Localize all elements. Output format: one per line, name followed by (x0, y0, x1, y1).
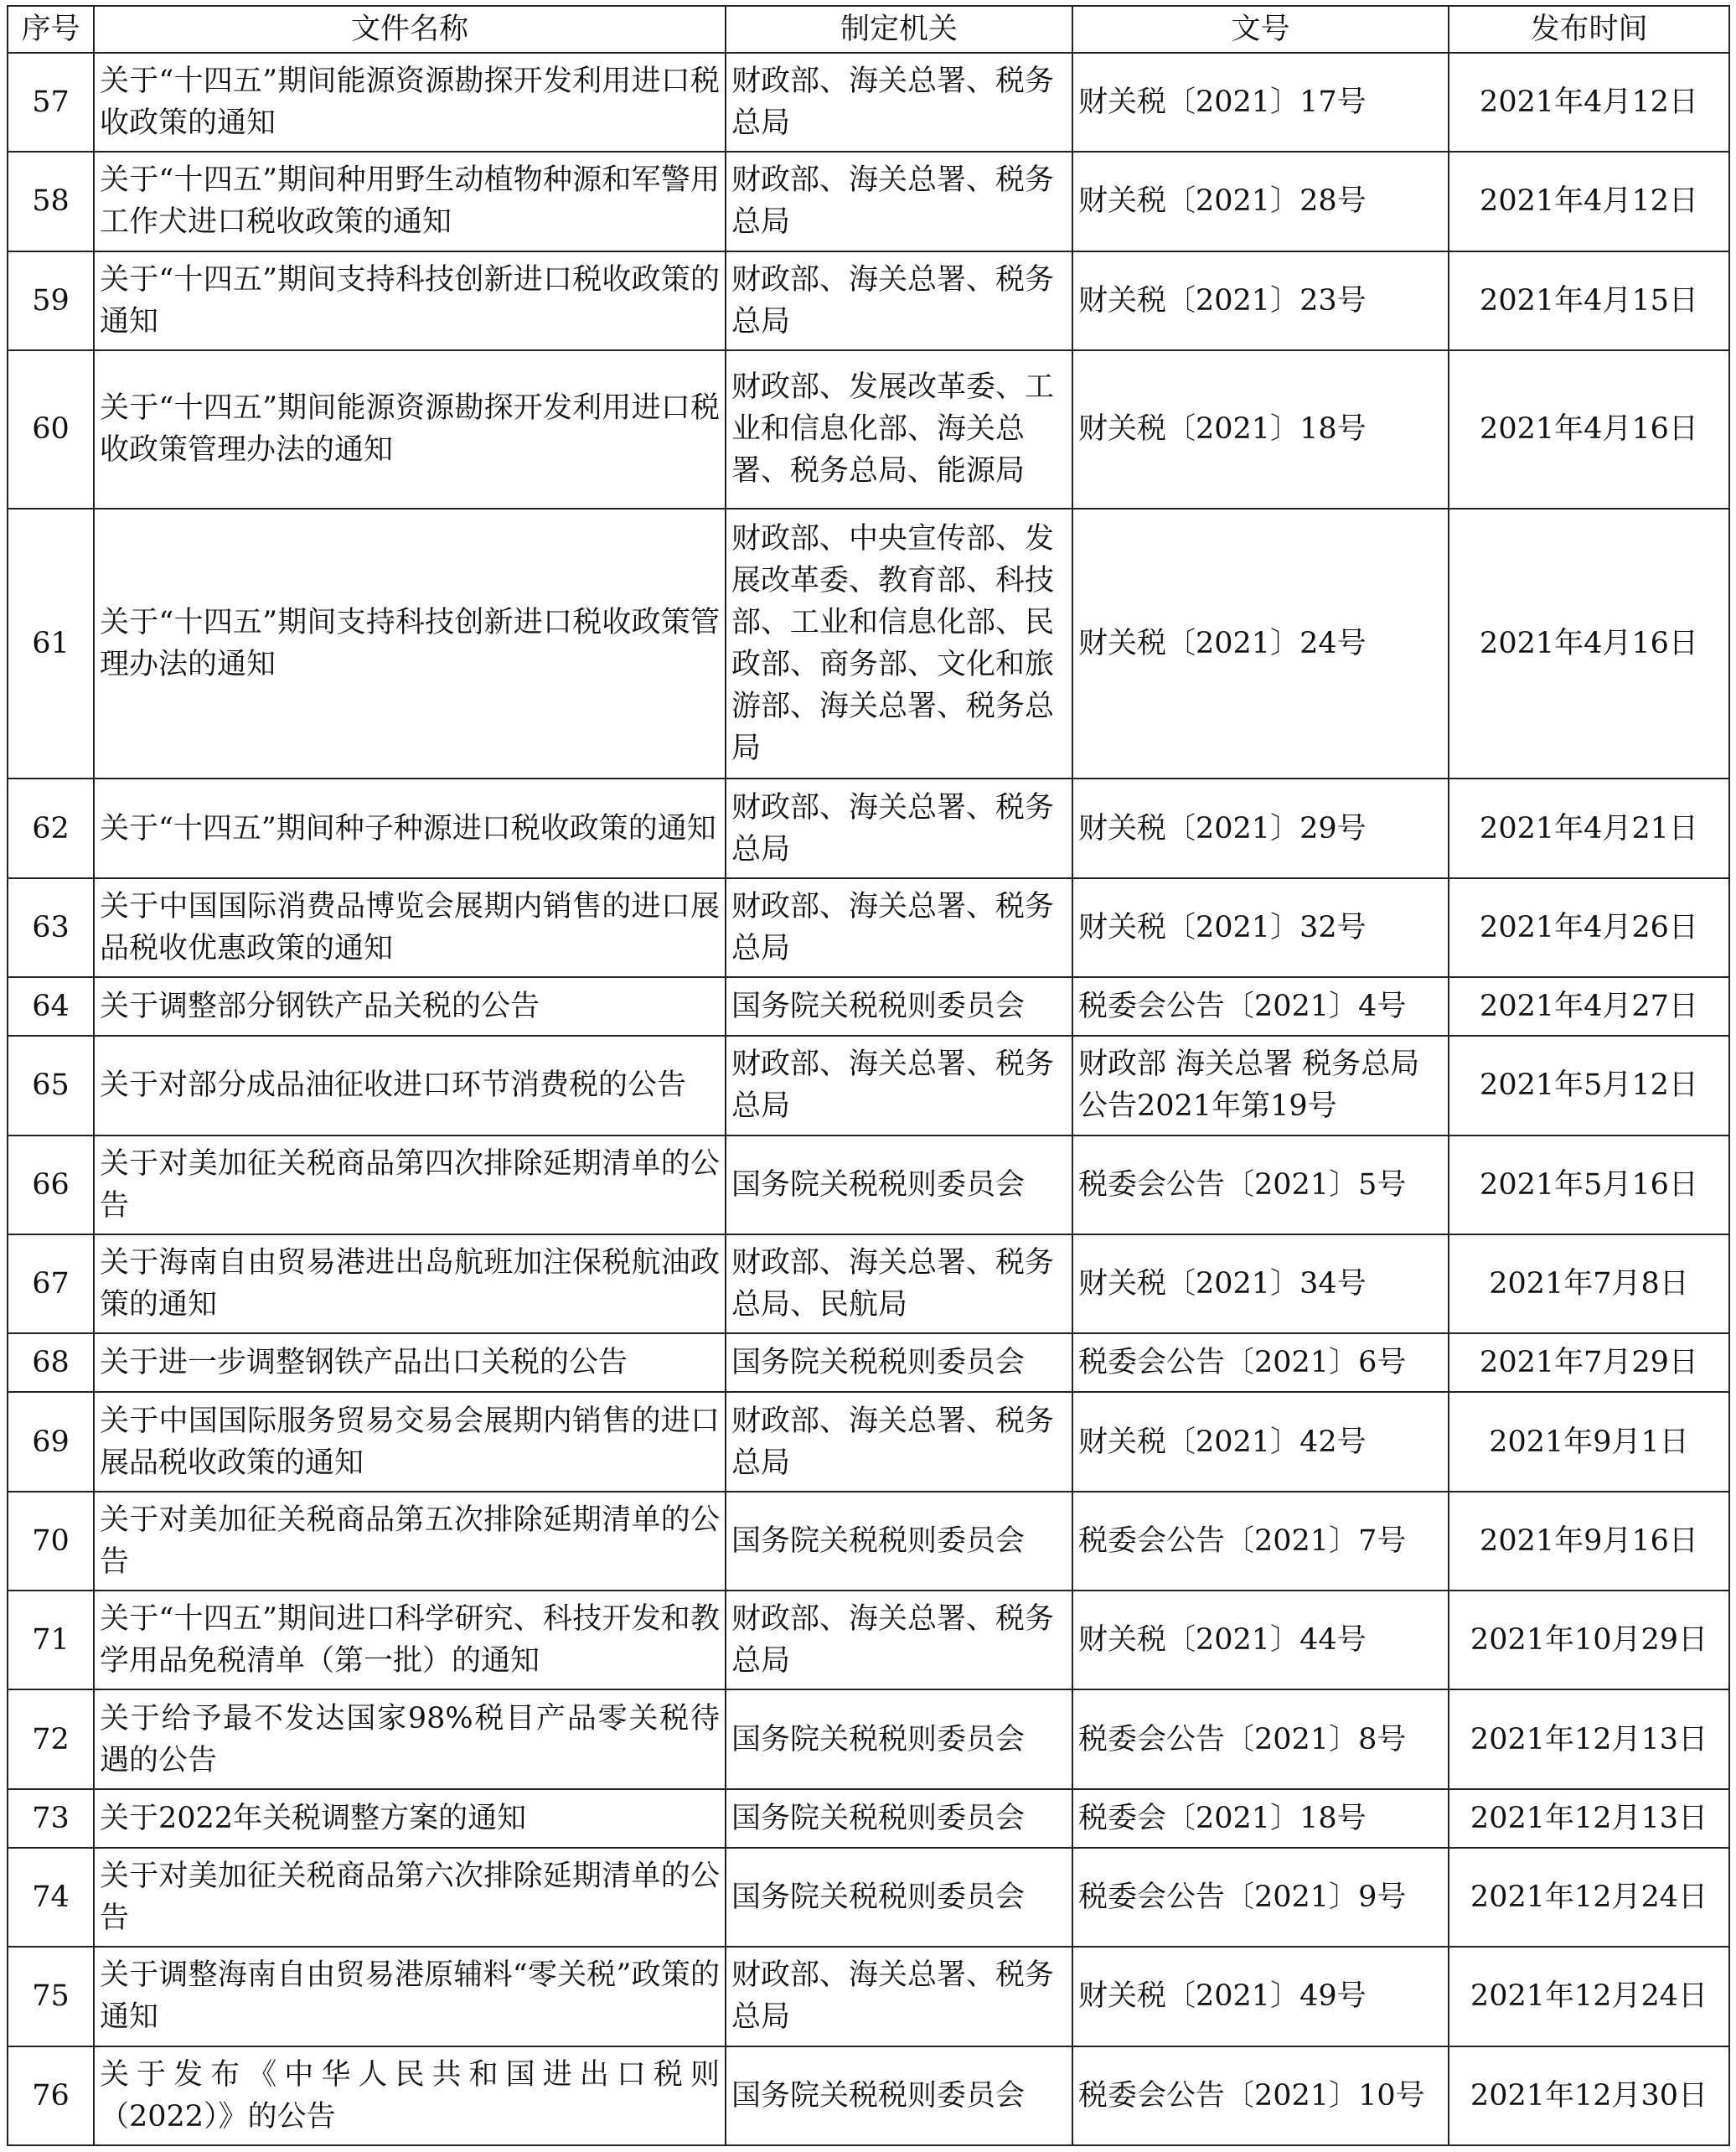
header-issuing-agency: 制定机关 (726, 6, 1072, 53)
row-document-name: 关于“十四五”期间种子种源进口税收政策的通知 (94, 779, 726, 877)
row-serial: 62 (8, 779, 94, 877)
table-row (8, 509, 1729, 779)
row-serial: 75 (8, 1947, 94, 2046)
row-document-name: 关于进一步调整钢铁产品出口关税的公告 (94, 1333, 726, 1392)
row-serial: 58 (8, 152, 94, 251)
header-serial: 序号 (8, 6, 94, 53)
row-serial: 71 (8, 1591, 94, 1689)
header-document-number: 文号 (1072, 6, 1449, 53)
row-document-number: 税委会公告〔2021〕8号 (1072, 1689, 1449, 1788)
row-serial: 73 (8, 1789, 94, 1848)
row-document-name: 关于“十四五”期间进口科学研究、科技开发和教学用品免税清单（第一批）的通知 (94, 1591, 726, 1689)
row-document-number: 税委会公告〔2021〕7号 (1072, 1492, 1449, 1591)
row-issuing-agency: 财政部、海关总署、税务总局 (726, 1036, 1072, 1135)
row-issuing-agency: 国务院关税税则委员会 (726, 1848, 1072, 1947)
table-row (8, 878, 1729, 977)
row-document-name: 关于“十四五”期间能源资源勘探开发利用进口税收政策的通知 (94, 53, 726, 152)
row-document-number: 财关税〔2021〕17号 (1072, 53, 1449, 152)
row-issuing-agency: 财政部、海关总署、税务总局 (726, 251, 1072, 350)
table-row (8, 977, 1729, 1036)
row-document-number: 税委会〔2021〕18号 (1072, 1789, 1449, 1848)
row-serial: 59 (8, 251, 94, 350)
row-serial: 72 (8, 1689, 94, 1788)
row-serial: 61 (8, 509, 94, 779)
row-serial: 65 (8, 1036, 94, 1135)
row-issuing-agency: 财政部、海关总署、税务总局 (726, 1947, 1072, 2046)
row-document-number: 财关税〔2021〕29号 (1072, 779, 1449, 877)
row-release-date: 2021年4月26日 (1449, 878, 1729, 977)
row-document-number: 财关税〔2021〕24号 (1072, 509, 1449, 779)
row-serial: 76 (8, 2046, 94, 2145)
row-document-name: 关于发布《中华人民共和国进出口税则（2022）》的公告 (94, 2046, 726, 2145)
row-document-name: 关于中国国际消费品博览会展期内销售的进口展品税收优惠政策的通知 (94, 878, 726, 977)
policy-document-table (7, 5, 1730, 2146)
row-document-name: 关于“十四五”期间支持科技创新进口税收政策的通知 (94, 251, 726, 350)
row-document-number: 税委会公告〔2021〕9号 (1072, 1848, 1449, 1947)
row-release-date: 2021年4月12日 (1449, 152, 1729, 251)
table-row (8, 1789, 1729, 1848)
row-serial: 68 (8, 1333, 94, 1392)
table-row (8, 779, 1729, 877)
row-document-name: 关于对美加征关税商品第五次排除延期清单的公告 (94, 1492, 726, 1591)
row-release-date: 2021年5月12日 (1449, 1036, 1729, 1135)
table-row (8, 1392, 1729, 1491)
row-document-number: 财关税〔2021〕28号 (1072, 152, 1449, 251)
table-row (8, 53, 1729, 152)
table-header-row (8, 6, 1729, 53)
row-document-number: 财关税〔2021〕44号 (1072, 1591, 1449, 1689)
row-document-number: 税委会公告〔2021〕5号 (1072, 1135, 1449, 1234)
row-issuing-agency: 财政部、中央宣传部、发展改革委、教育部、科技部、工业和信息化部、民政部、商务部、文化和旅游部、海关总署、税务总局 (726, 509, 1072, 779)
row-document-name: 关于调整部分钢铁产品关税的公告 (94, 977, 726, 1036)
row-document-number: 财关税〔2021〕32号 (1072, 878, 1449, 977)
row-issuing-agency: 财政部、海关总署、税务总局 (726, 1591, 1072, 1689)
row-release-date: 2021年7月8日 (1449, 1234, 1729, 1333)
row-issuing-agency: 国务院关税税则委员会 (726, 1135, 1072, 1234)
row-serial: 67 (8, 1234, 94, 1333)
row-serial: 66 (8, 1135, 94, 1234)
row-serial: 57 (8, 53, 94, 152)
row-issuing-agency: 财政部、发展改革委、工业和信息化部、海关总署、税务总局、能源局 (726, 350, 1072, 509)
row-document-name: 关于对美加征关税商品第四次排除延期清单的公告 (94, 1135, 726, 1234)
row-document-number: 税委会公告〔2021〕6号 (1072, 1333, 1449, 1392)
row-release-date: 2021年9月16日 (1449, 1492, 1729, 1591)
table-row (8, 2046, 1729, 2145)
row-serial: 63 (8, 878, 94, 977)
table-row (8, 1333, 1729, 1392)
header-document-name: 文件名称 (94, 6, 726, 53)
row-document-name: 关于“十四五”期间种用野生动植物种源和军警用工作犬进口税收政策的通知 (94, 152, 726, 251)
table-row (8, 1591, 1729, 1689)
row-release-date: 2021年5月16日 (1449, 1135, 1729, 1234)
row-issuing-agency: 财政部、海关总署、税务总局 (726, 1392, 1072, 1491)
row-release-date: 2021年12月13日 (1449, 1689, 1729, 1788)
row-document-name: 关于2022年关税调整方案的通知 (94, 1789, 726, 1848)
row-release-date: 2021年12月24日 (1449, 1848, 1729, 1947)
row-serial: 70 (8, 1492, 94, 1591)
row-issuing-agency: 国务院关税税则委员会 (726, 977, 1072, 1036)
row-document-name: 关于给予最不发达国家98%税目产品零关税待遇的公告 (94, 1689, 726, 1788)
row-serial: 69 (8, 1392, 94, 1491)
table-row (8, 1135, 1729, 1234)
row-release-date: 2021年4月27日 (1449, 977, 1729, 1036)
table-row (8, 251, 1729, 350)
row-release-date: 2021年4月16日 (1449, 350, 1729, 509)
row-document-name: 关于中国国际服务贸易交易会展期内销售的进口展品税收政策的通知 (94, 1392, 726, 1491)
header-release-date: 发布时间 (1449, 6, 1729, 53)
table-row (8, 1492, 1729, 1591)
row-release-date: 2021年4月21日 (1449, 779, 1729, 877)
row-release-date: 2021年9月1日 (1449, 1392, 1729, 1491)
row-document-number: 税委会公告〔2021〕10号 (1072, 2046, 1449, 2145)
row-document-number: 财关税〔2021〕49号 (1072, 1947, 1449, 2046)
row-release-date: 2021年4月12日 (1449, 53, 1729, 152)
row-release-date: 2021年12月13日 (1449, 1789, 1729, 1848)
row-document-name: 关于“十四五”期间能源资源勘探开发利用进口税收政策管理办法的通知 (94, 350, 726, 509)
row-issuing-agency: 财政部、海关总署、税务总局 (726, 53, 1072, 152)
table-row (8, 1689, 1729, 1788)
row-issuing-agency: 财政部、海关总署、税务总局、民航局 (726, 1234, 1072, 1333)
row-issuing-agency: 国务院关税税则委员会 (726, 1789, 1072, 1848)
row-serial: 74 (8, 1848, 94, 1947)
row-issuing-agency: 财政部、海关总署、税务总局 (726, 152, 1072, 251)
table-row (8, 1848, 1729, 1947)
row-serial: 64 (8, 977, 94, 1036)
row-document-number: 税委会公告〔2021〕4号 (1072, 977, 1449, 1036)
row-serial: 60 (8, 350, 94, 509)
table-row (8, 1036, 1729, 1135)
row-document-name: 关于对部分成品油征收进口环节消费税的公告 (94, 1036, 726, 1135)
row-document-number: 财关税〔2021〕18号 (1072, 350, 1449, 509)
row-document-number: 财关税〔2021〕34号 (1072, 1234, 1449, 1333)
row-issuing-agency: 国务院关税税则委员会 (726, 1689, 1072, 1788)
row-document-name: 关于调整海南自由贸易港原辅料“零关税”政策的通知 (94, 1947, 726, 2046)
row-release-date: 2021年4月15日 (1449, 251, 1729, 350)
row-release-date: 2021年10月29日 (1449, 1591, 1729, 1689)
row-release-date: 2021年12月24日 (1449, 1947, 1729, 2046)
table-row (8, 152, 1729, 251)
row-issuing-agency: 财政部、海关总署、税务总局 (726, 779, 1072, 877)
row-document-number: 财政部 海关总署 税务总局公告2021年第19号 (1072, 1036, 1449, 1135)
table-row (8, 1947, 1729, 2046)
row-document-name: 关于海南自由贸易港进出岛航班加注保税航油政策的通知 (94, 1234, 726, 1333)
row-release-date: 2021年7月29日 (1449, 1333, 1729, 1392)
table-row (8, 350, 1729, 509)
row-release-date: 2021年4月16日 (1449, 509, 1729, 779)
row-document-name: 关于“十四五”期间支持科技创新进口税收政策管理办法的通知 (94, 509, 726, 779)
row-issuing-agency: 国务院关税税则委员会 (726, 2046, 1072, 2145)
row-release-date: 2021年12月30日 (1449, 2046, 1729, 2145)
row-issuing-agency: 国务院关税税则委员会 (726, 1333, 1072, 1392)
row-issuing-agency: 财政部、海关总署、税务总局 (726, 878, 1072, 977)
row-document-name: 关于对美加征关税商品第六次排除延期清单的公告 (94, 1848, 726, 1947)
row-document-number: 财关税〔2021〕23号 (1072, 251, 1449, 350)
row-issuing-agency: 国务院关税税则委员会 (726, 1492, 1072, 1591)
row-document-number: 财关税〔2021〕42号 (1072, 1392, 1449, 1491)
table-row (8, 1234, 1729, 1333)
